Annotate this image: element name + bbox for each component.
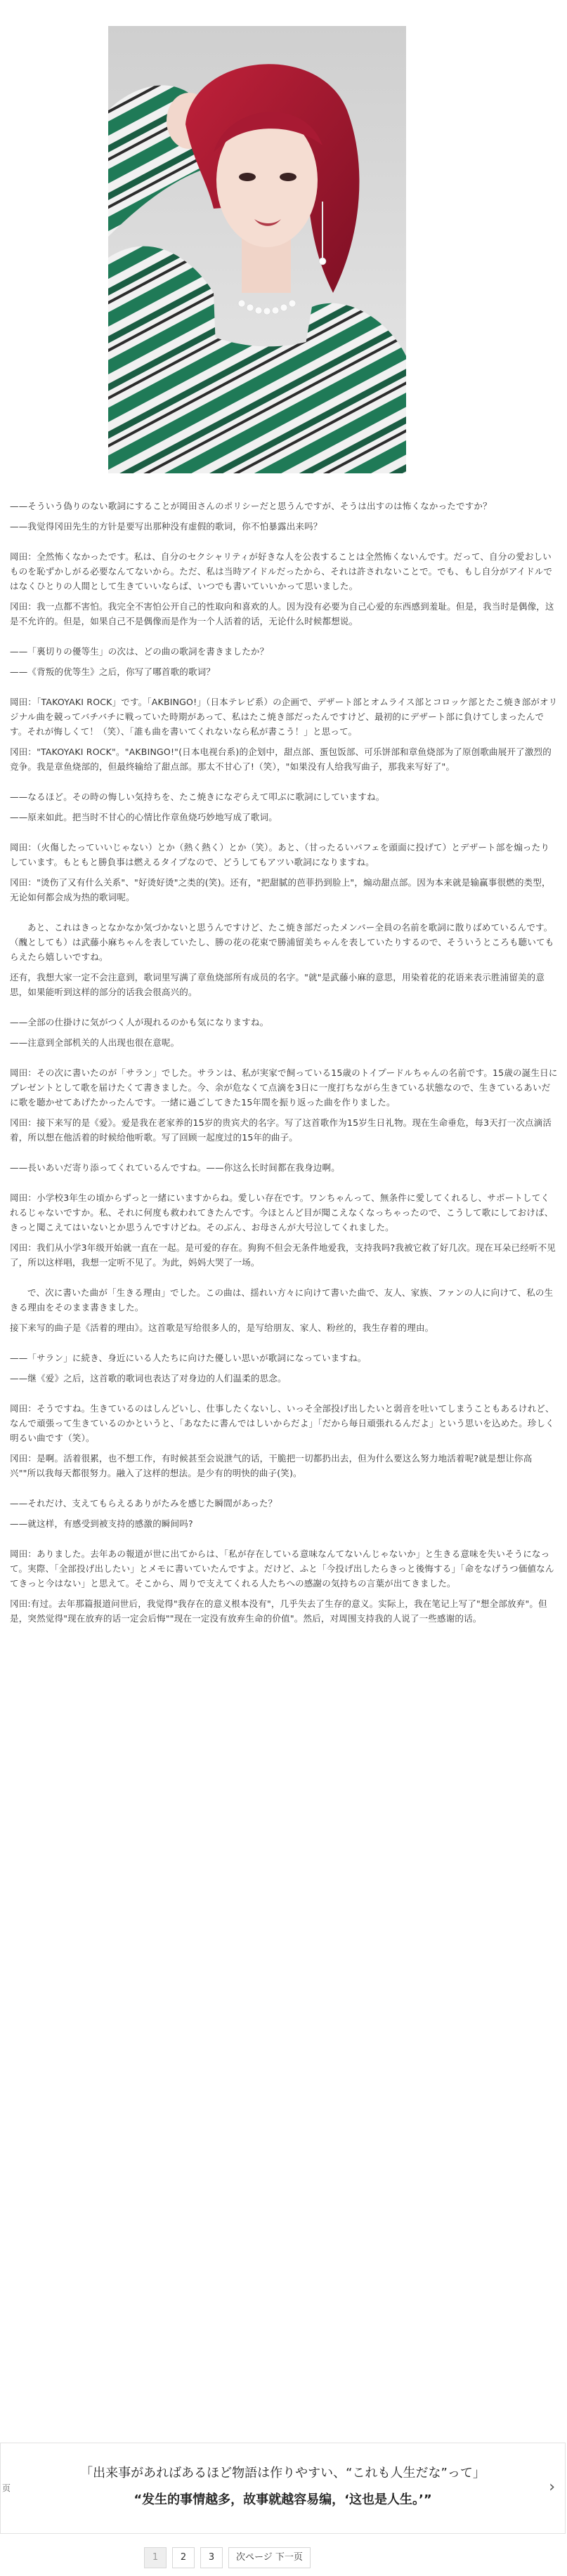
paragraph: 岡田：「TAKOYAKI ROCK」です。「AKBINGO!」（日本テレビ系）の企画で、デザート部とオムライス部とコロッケ部とたこ焼き部がオリジナル曲を競ってバチバチに戦っていた時期があって、私はたこ焼き部だったんですけど、最初的にデザート部に負けてしまったんです。それが悔しくて！（笑）、「誰も曲を書いてくれないなら私が書こう！」と思って。 [10, 697, 558, 737]
paragraph-translation: 冈田：我一点都不害怕。我完全不害怕公开自己的性取向和喜欢的人。因为没有必要为自己心爱的东西感到羞耻。但是，我当时是偶像，这是不允许的。但是，如果自己不是偶像而是作为一个人活着的话，无论什么时候都想说。 [10, 601, 554, 626]
paragraph: あと、これはきっとなかなか気づかないと思うんですけど、たこ焼き部だったメンバー全員の名前を歌詞に散りばめているんです。（醜としても）は武藤小麻ちゃんを表していたし、勝の花の花束で勝浦留美ちゃんを表していたりするので、そういうところも聴いてもらえたら嬉しいですね。 [10, 922, 554, 962]
paragraph: ——「裏切りの優等生」の次は、どの曲の歌詞を書きましたか？ [10, 646, 269, 657]
paragraph: ——それだけ、支えてもらえるありがたみを感じた瞬間があった？ [10, 1498, 278, 1509]
paragraph: ——「サラン」に続き、身近にいる人たちに向けた優しい思いが歌詞になっていますね。 [10, 1353, 367, 1363]
paragraph: ——長いあいだ寄り添ってくれているんですね。——你这么长时间都在我身边啊。 [10, 1162, 340, 1173]
paragraph-translation: ——原来如此。把当时不甘心的心情比作章鱼烧巧妙地写成了歌词。 [10, 812, 278, 822]
article-photo [108, 26, 406, 473]
related-title-cn: “发生的事情越多，故事就越容易编，‘这也是人生。’” [133, 2492, 432, 2507]
paragraph: 岡田：小学校3年生の頃からずっと一緒にいますからね。愛しい存在です。ワンちゃんって、無条件に愛してくれるし、サポートしてくれるじゃないですか。私、それに何度も救われてきたんです。今ほとんど目が聞こえなくなっちゃったので、こうして歌にしておけば、きっと聞こえてはいないとか思うんですけどね。そのぶん、お母さんが大号泣してくれました。 [10, 1192, 554, 1233]
paragraph-translation: 冈田：我们从小学3年级开始就一直在一起。是可爱的存在。狗狗不但会无条件地爱我，支持我吗?我被它救了好几次。现在耳朵已经听不见了，所以这样唱，我想一定听不见了。为此，妈妈大哭了一场。 [10, 1242, 556, 1268]
paragraph-translation: ——注意到全部机关的人出现也很在意呢。 [10, 1037, 180, 1048]
chevron-right-icon[interactable]: › [549, 2478, 555, 2496]
paragraph: 岡田：ありました。去年あの報道が世に出てからは、「私が存在している意味なんてないんじゃないか」と生きる意味を失いそうになって。実際、「全部投げ出したい」とメモに書いていたんですよ。だけど、ふと「今投げ出したらきっと後悔する」「命をなげうつ価値なんてきっと今はない」と思えて。そこから、周りで支えてくれる人たちへの感謝の気持ちの言葉が出てきました。 [10, 1549, 554, 1589]
paragraph-translation: ——《背叛的优等生》之后，你写了哪首歌的歌词？ [10, 666, 216, 677]
paragraph: 岡田：（火傷したっていいじゃない）とか（熱く熱く）とか（笑）。あと、（甘ったるいパフェを頭面に投げて）とデザート部を煽ったりしています。もともと勝負事は燃えるタイプなので、どうしてもアツい歌詞になりますね。 [10, 842, 550, 867]
paragraph-translation: ——就这样，有感受到被支持的感激的瞬间吗? [10, 1518, 193, 1529]
paragraph-translation: 冈田:有过。去年那篇报道问世后，我觉得"我存在的意义根本没有"，几乎失去了生存的意义。实际上，我在笔记上写了"想全部放弃"。但是，突然觉得"现在放弃的话一定会后悔""现在一定没有放弃生命的价值"。然后，对周围支持我的人说了一些感谢的话。 [10, 1598, 547, 1624]
paragraph-translation: 冈田：是啊。活着很累，也不想工作，有时候甚至会说泄气的话，干脆把一切都扔出去，但为什么要这么努力地活着呢?就是想让你高兴""所以我每天都很努力。融入了这样的想法。是少有的明快的曲子(笑)。 [10, 1453, 533, 1478]
pagination [144, 2547, 311, 2568]
article-body [10, 499, 558, 1641]
portrait-image [108, 26, 406, 473]
paragraph: 岡田：全然怖くなかったです。私は、自分のセクシャリティが好きな人を公表することは全然怖くないんです。だって、自分の愛おしいものを恥ずかしがる必要なんてないから。ただ、私は当時アイドルだったから、それは許されないことで。でも、もし自分がアイドルではなくひとりの人間として生きていいならば、いつでも書いていいかって思いました。 [10, 551, 553, 591]
paragraph: ——そういう偽りのない歌詞にすることが岡田さんのポリシーだと思うんですが、そうは出すのは怖くなかったですか？ [10, 501, 492, 511]
prev-indicator: 页 [2, 2483, 11, 2493]
paragraph: 岡田：そうですね。生きているのはしんどいし、仕事したくないし、いっそ全部投げ出したいと弱音を吐いてしまうこともあるけれど、なんで頑張って生きているのかというと、「あなたに書んではしいからだよ」「だから毎日頑張れるんだよ」という思いを込めた。珍しく明るい曲です（笑）。 [10, 1403, 554, 1443]
next-page-button[interactable]: 次ページ 下一页 [228, 2547, 311, 2568]
related-article-card[interactable] [0, 2443, 566, 2534]
paragraph-translation: 接下来写的曲子是《活着的理由》。这首歌是写给很多人的，是写给朋友、家人、粉丝的，我生存着的理由。 [10, 1322, 434, 1333]
page-2-button[interactable]: 2 [172, 2547, 195, 2568]
page-3-button[interactable]: 3 [200, 2547, 223, 2568]
paragraph-translation: ——继《爱》之后，这首歌的歌词也表达了对身边的人们温柔的思念。 [10, 1373, 287, 1384]
paragraph: ——全部の仕掛けに気がつく人が現れるのかも気になりますね。 [10, 1017, 269, 1027]
paragraph: で、次に書いた曲が「生きる理由」でした。この曲は、揺れい方々に向けて書いた曲で、友人、家族、ファンの人に向けて、私の生きる理由をそのまま書きました。 [10, 1287, 554, 1313]
paragraph-translation: 冈田：接下来写的是《爱》。爱是我在老家养的15岁的贵宾犬的名字。写了这首歌作为15岁生日礼物。现在生命垂危，每3天打一次点滴活着，所以想在他活着的时候给他听歌。写了回顾一起度过的15年的曲子。 [10, 1117, 552, 1143]
paragraph-translation: ——我觉得冈田先生的方针是要写出那种没有虚假的歌词，你不怕暴露出来吗？ [10, 521, 322, 532]
page-1-button[interactable]: 1 [144, 2547, 167, 2568]
paragraph: 岡田：その次に書いたのが「サラン」でした。サランは、私が実家で飼っている15歳のトイプードルちゃんの名前です。15歳の誕生日にプレゼントとして歌を届けたくて書きました。今、余が危なくて点滴を3日に一度打ちながら生きている状態なので、生きているあいだに歌を聴かせてあげたかったんです。一緒に過ごしてきた15年間を振り返った曲を作りました。 [10, 1067, 558, 1108]
paragraph-translation: 还有，我想大家一定不会注意到，歌词里写满了章鱼烧部所有成员的名字。"就"是武藤小麻的意思，用染着花的花语来表示胜浦留美的意思，如果能听到这样的部分的话我会很高兴的。 [10, 972, 545, 997]
paragraph: ——なるほど。その時の悔しい気持ちを、たこ焼きになぞらえて叩ぶに歌詞にしていますね。 [10, 791, 385, 802]
paragraph-translation: 冈田："烫伤了又有什么关系"、"好烫好烫"之类的(笑)。还有，"把甜腻的芭菲扔到脸上"，煽动甜点部。因为本来就是输赢事很燃的类型，无论如何都会成为热的歌词呢。 [10, 877, 551, 902]
related-title-jp: 「出来事があればあるほど物語は作りやすい、“これも人生だな”って」 [80, 2466, 485, 2480]
paragraph-translation: 冈田："TAKOYAKI ROCK"。"AKBINGO!"(日本电视台系)的企划中，甜点部、蛋包饭部、可乐饼部和章鱼烧部为了原创歌曲展开了激烈的竞争。我是章鱼烧部的，但最终输给了甜点部。那太不甘心了!（笑），"如果没有人给我写曲子，那我来写好了"。 [10, 747, 552, 772]
